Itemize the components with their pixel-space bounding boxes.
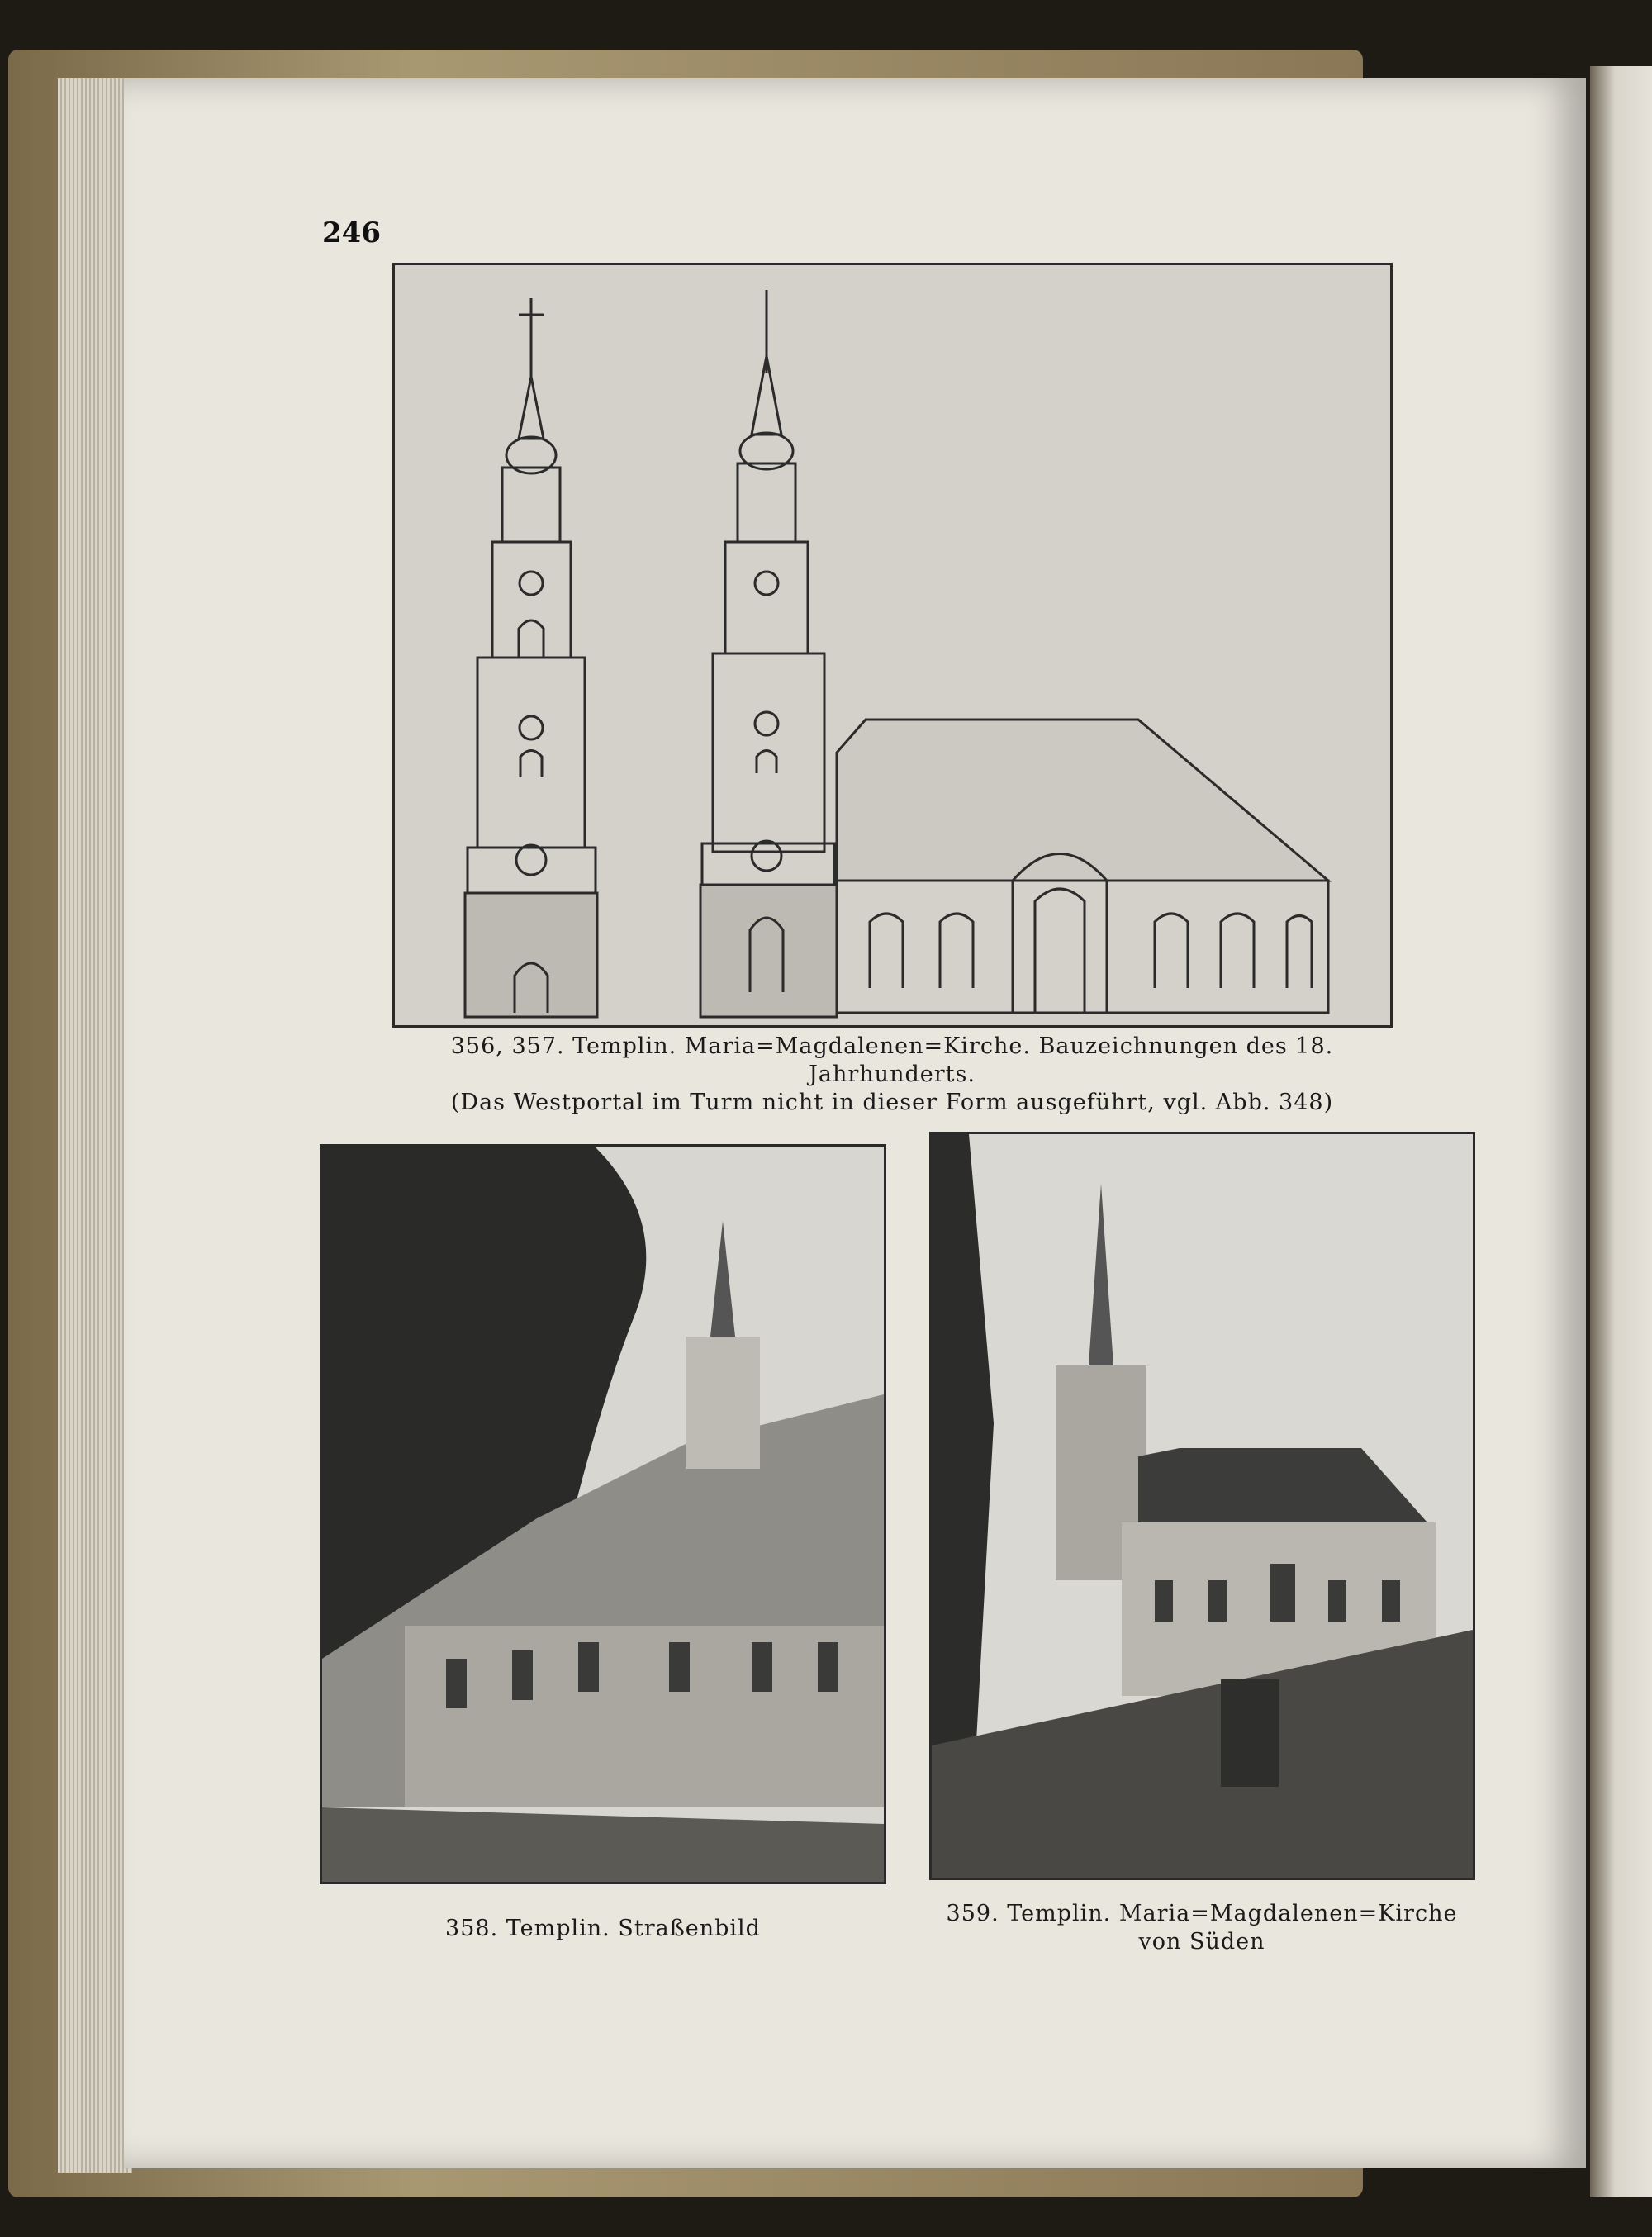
caption-figure-358 bbox=[330, 1915, 876, 1943]
street-photo-plate bbox=[320, 1144, 886, 1884]
page-edges bbox=[58, 78, 132, 2173]
church-elevation-drawing bbox=[395, 265, 1390, 1025]
street-photo bbox=[322, 1147, 884, 1882]
caption-line-2: von Süden bbox=[1138, 1928, 1265, 1954]
caption-figure-356-357 bbox=[388, 1033, 1396, 1116]
caption-line-2: (Das Westportal im Turm nicht in dieser Form ausgeführt, vgl. Abb. 348) bbox=[450, 1089, 1334, 1115]
caption-line-1: 358. Templin. Straßenbild bbox=[445, 1916, 761, 1941]
page-number: 246 bbox=[322, 216, 381, 249]
church-south-photo bbox=[932, 1134, 1473, 1878]
caption-figure-359 bbox=[917, 1900, 1487, 1956]
caption-line-1: 359. Templin. Maria=Magdalenen=Kirche bbox=[946, 1901, 1458, 1926]
facing-page-edge bbox=[1590, 66, 1652, 2197]
architectural-drawing-plate bbox=[392, 263, 1393, 1028]
caption-line-1: 356, 357. Templin. Maria=Magdalenen=Kirche. Bauzeichnungen des 18. Jahrhunderts. bbox=[450, 1033, 1334, 1087]
church-south-photo-plate bbox=[929, 1132, 1475, 1880]
